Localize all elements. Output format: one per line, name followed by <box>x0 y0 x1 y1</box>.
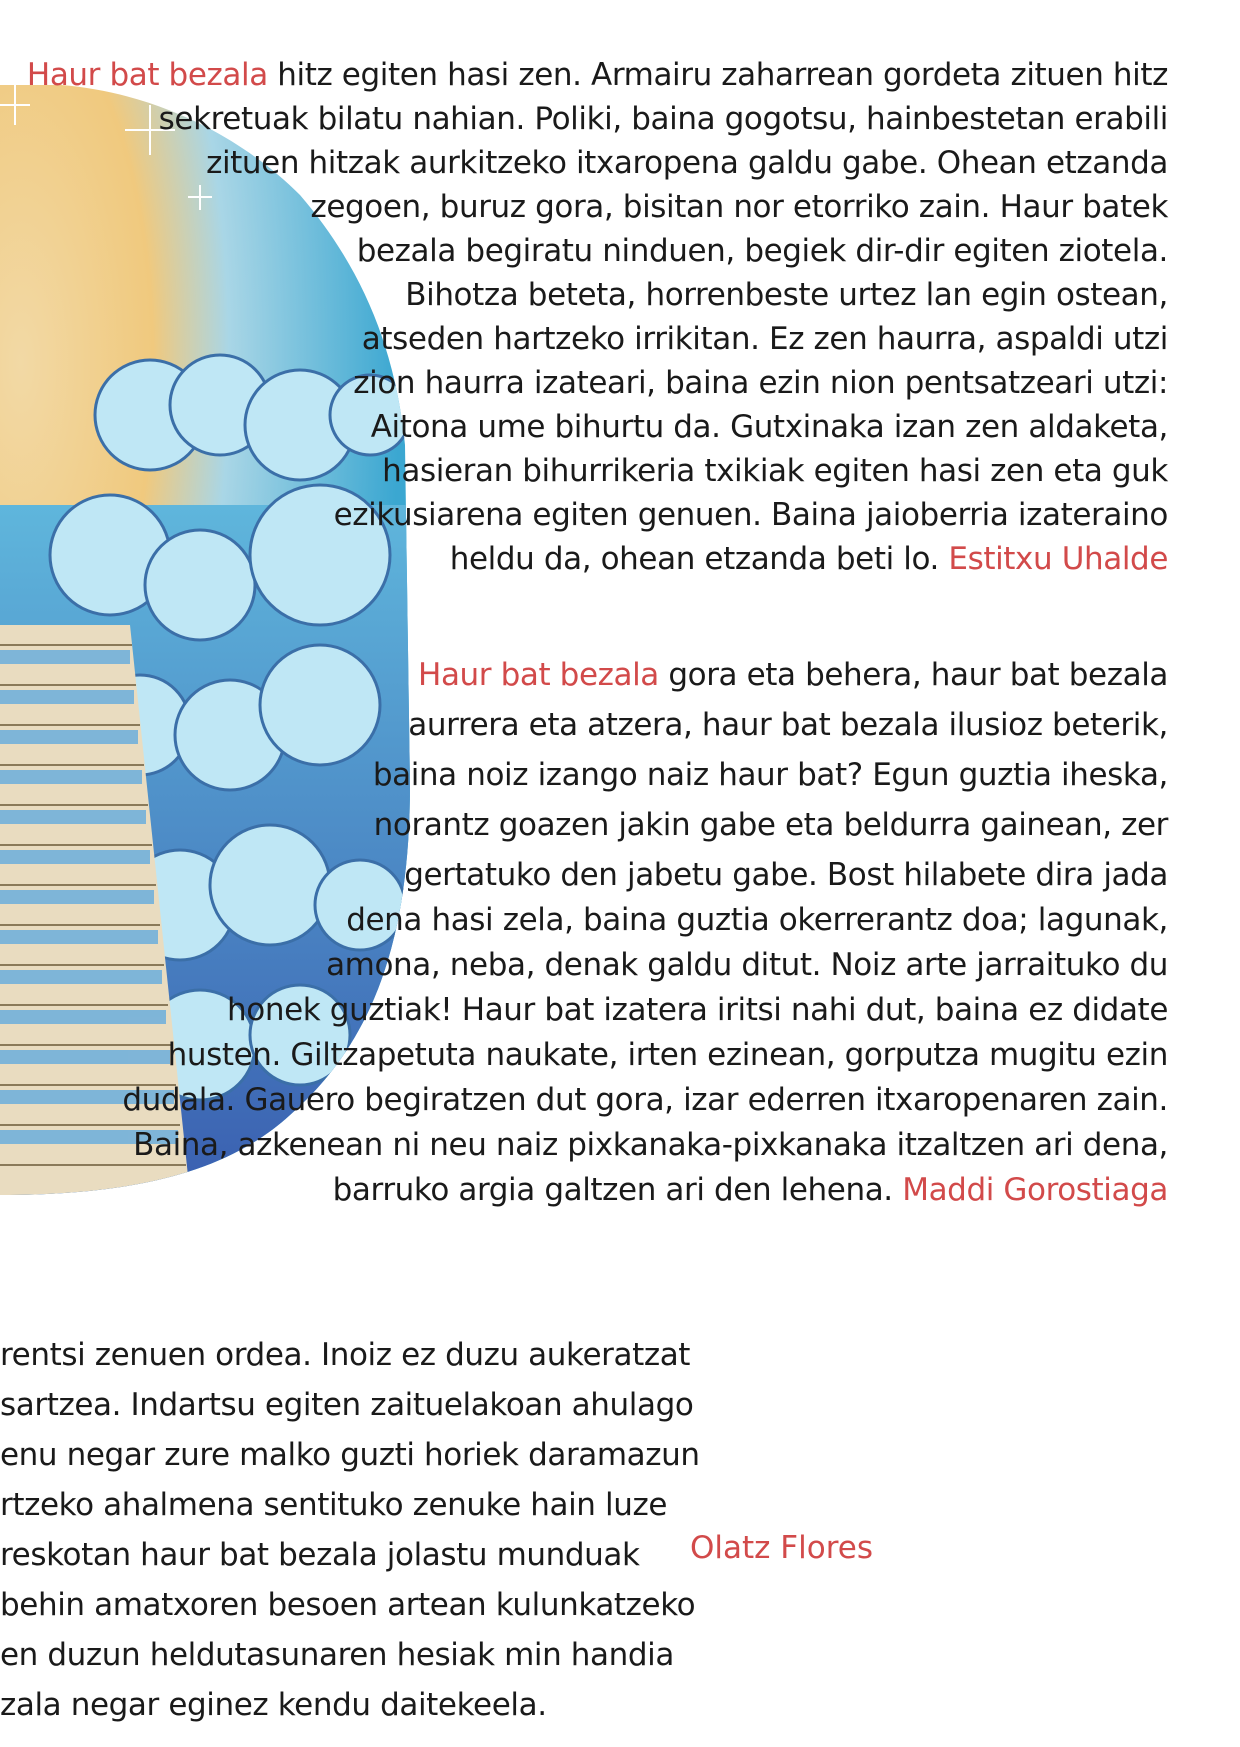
paragraph3-line: enu negar zure malko guzti horiek daramazun <box>0 1437 700 1473</box>
paragraph2-lead: Haur bat bezala <box>418 657 659 693</box>
paragraph3-line: sartzea. Indartsu egiten zaituelakoan ahulago <box>0 1387 694 1423</box>
paragraph1-line-1 <box>27 55 1168 95</box>
paragraph2-line: Baina, azkenean ni neu naiz pixkanaka-pixkanaka itzaltzen ari dena, <box>133 1127 1168 1163</box>
paragraph2-line: amona, neba, denak galdu ditut. Noiz arte jarraituko du <box>326 947 1168 983</box>
paragraph1-line: zegoen, buruz gora, bisitan nor etorriko zain. Haur batek <box>310 189 1168 225</box>
paragraph3-line: reskotan haur bat bezala jolastu munduak <box>0 1537 640 1573</box>
paragraph2-text: gora eta behera, haur bat bezala <box>658 657 1168 693</box>
paragraph1-line: bezala begiratu ninduen, begiek dir-dir egiten ziotela. <box>356 233 1168 269</box>
paragraph1-line: zituen hitzak aurkitzeko itxaropena galdu gabe. Ohean etzanda <box>206 145 1168 181</box>
paragraph1-line: hasieran bihurrikeria txikiak egiten hasi zen eta guk <box>382 453 1168 489</box>
paragraph2-line: gertatuko den jabetu gabe. Bost hilabete dira jada <box>404 857 1168 893</box>
paragraph3-line: behin amatxoren besoen artean kulunkatzeko <box>0 1587 696 1623</box>
paragraph1-line-last <box>450 539 1168 579</box>
paragraph3-line: en duzun heldutasunaren hesiak min handia <box>0 1637 674 1673</box>
paragraph1-line: ezikusiarena egiten genuen. Baina jaioberria izateraino <box>333 497 1168 533</box>
paragraph2-line: aurrera eta atzera, haur bat bezala ilusioz beterik, <box>408 707 1168 743</box>
paragraph1-line: Bihotza beteta, horrenbeste urtez lan egin ostean, <box>405 277 1168 313</box>
paragraph2-line-1 <box>418 655 1168 695</box>
paragraph2-line: baina noiz izango naiz haur bat? Egun guztia iheska, <box>372 757 1168 793</box>
paragraph1-text: heldu da, ohean etzanda beti lo. <box>449 541 949 577</box>
paragraph1-line: Aitona ume bihurtu da. Gutxinaka izan zen aldaketa, <box>370 409 1168 445</box>
paragraph2-line: husten. Giltzapetuta naukate, irten ezinean, gorputza mugitu ezin <box>167 1037 1168 1073</box>
paragraph2-author: Maddi Gorostiaga <box>902 1172 1168 1208</box>
paragraph3-line: zala negar eginez kendu daitekeela. <box>0 1687 547 1723</box>
paragraph2-line: dudala. Gauero begiratzen dut gora, izar ederren itxaropenaren zain. <box>122 1082 1168 1118</box>
paragraph3-line: rentsi zenuen ordea. Inoiz ez duzu aukeratzat <box>0 1337 691 1373</box>
paragraph1-line: sekretuak bilatu nahian. Poliki, baina gogotsu, hainbestetan erabili <box>158 101 1168 137</box>
paragraph2-line: honek guztiak! Haur bat izatera iritsi nahi dut, baina ez didate <box>227 992 1168 1028</box>
paragraph2-line: dena hasi zela, baina guztia okerrerantz doa; lagunak, <box>346 902 1168 938</box>
paragraph1-line: atseden hartzeko irrikitan. Ez zen haurra, aspaldi utzi <box>361 321 1168 357</box>
paragraph2-text: barruko argia galtzen ari den lehena. <box>332 1172 903 1208</box>
paragraph1-text: hitz egiten hasi zen. Armairu zaharrean gordeta zituen hitz <box>267 57 1168 93</box>
paragraph3-line: rtzeko ahalmena sentituko zenuke hain luze <box>0 1487 668 1523</box>
paragraph1-lead: Haur bat bezala <box>26 57 268 93</box>
paragraph1-line: zion haurra izateari, baina ezin nion pentsatzeari utzi: <box>353 365 1168 401</box>
paragraph2-line-last <box>333 1170 1168 1210</box>
paragraph2-line: norantz goazen jakin gabe eta beldurra gainean, zer <box>373 807 1168 843</box>
paragraph3-author: Olatz Flores <box>690 1530 873 1566</box>
paragraph1-author: Estitxu Uhalde <box>948 541 1168 577</box>
